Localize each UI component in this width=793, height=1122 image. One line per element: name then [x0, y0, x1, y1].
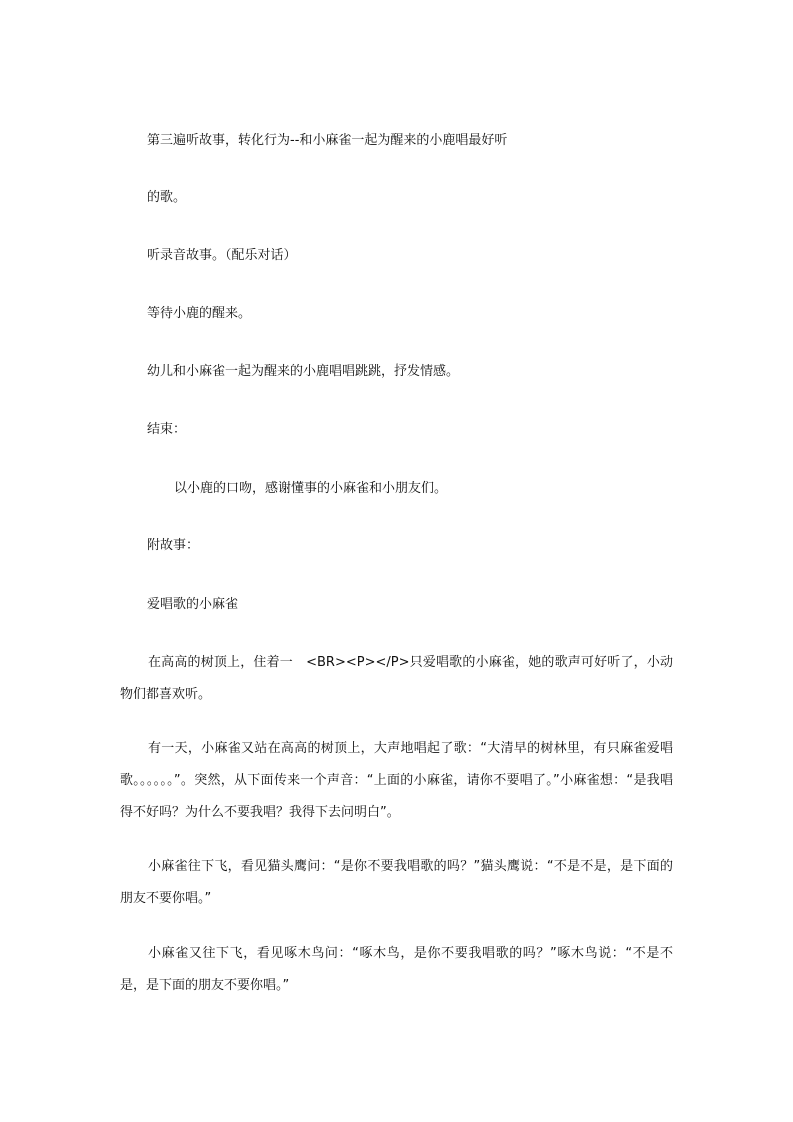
paragraph-ending-text: 以小鹿的口吻，感谢懂事的小麻雀和小朋友们。	[174, 481, 448, 496]
story-paragraph-4: 小麻雀又往下飞，看见啄木鸟问：“啄木鸟，是你不要我唱歌的吗？”啄木鸟说：“不是不是，是下面的朋友不要你唱。”	[120, 946, 673, 993]
paragraph-third-listen-cont: 的歌。	[147, 190, 187, 205]
story-paragraph-2: 有一天，小麻雀又站在高高的树顶上，大声地唱起了歌：“大清早的树林里，有只麻雀爱唱歌。。。。。。”。突然，从下面传来一个声音：“上面的小麻雀，请你不要唱了。”小麻雀想：“是我唱得不好吗？为什么不要我唱？我得下去问明白”。	[120, 741, 673, 820]
story-paragraph-1: 在高高的树顶上，住着一 <BR><P></P>只爱唱歌的小麻雀，她的歌声可好听了，小动物们都喜欢听。	[120, 655, 673, 702]
paragraph-sing-dance: 幼儿和小麻雀一起为醒来的小鹿唱唱跳跳，抒发情感。	[147, 364, 460, 379]
paragraph-listen-recording: 听录音故事。（配乐对话）	[147, 248, 297, 263]
paragraph-ending-label: 结束：	[147, 422, 187, 437]
story-title: 爱唱歌的小麻雀	[147, 597, 239, 612]
paragraph-third-listen: 第三遍听故事，转化行为--和小麻雀一起为醒来的小鹿唱最好听	[147, 133, 508, 148]
story-paragraph-3: 小麻雀往下飞，看见猫头鹰问：“是你不要我唱歌的吗？”猫头鹰说：“不是不是，是下面的朋友不要你唱。”	[120, 859, 673, 906]
paragraph-attached-story-label: 附故事：	[147, 538, 200, 553]
paragraph-wait-deer: 等待小鹿的醒来。	[147, 306, 252, 321]
